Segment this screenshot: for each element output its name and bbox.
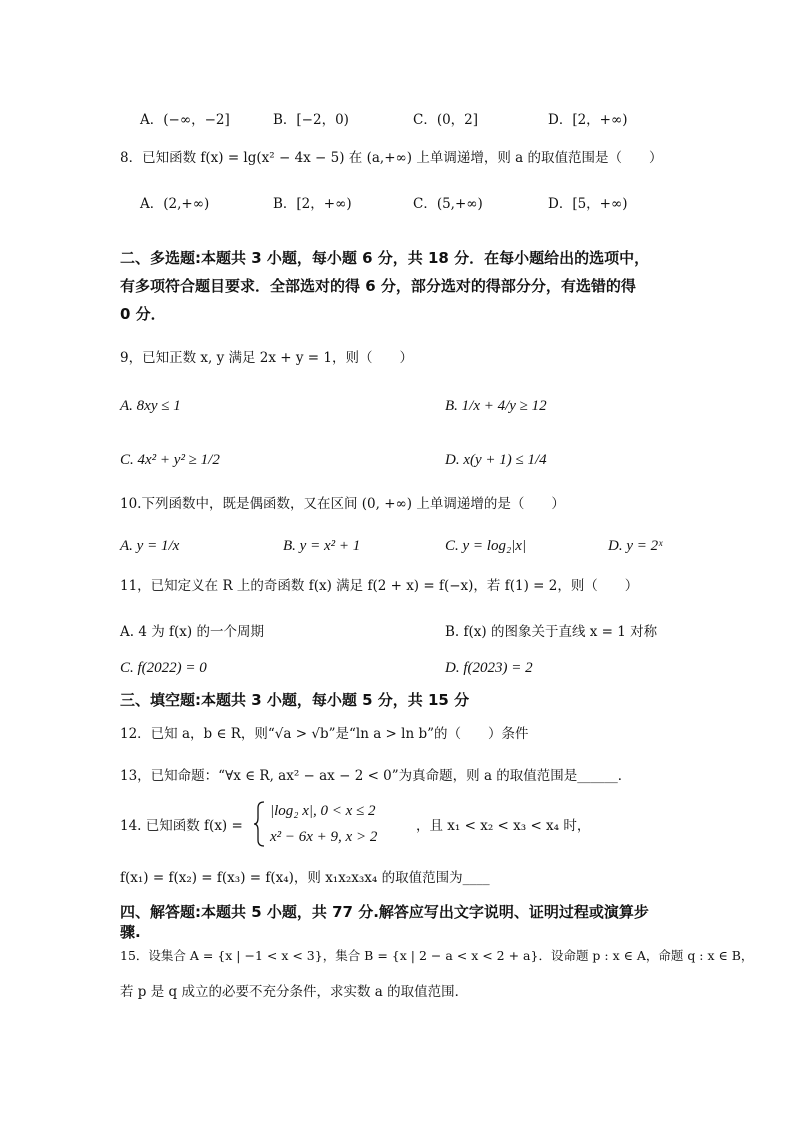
q10-option-a[interactable]: A. y = 1/x (120, 538, 180, 554)
q8-option-a[interactable]: A．(2,+∞) (140, 196, 210, 212)
q9-option-b[interactable]: B. 1/x + 4/y ≥ 12 (445, 398, 547, 414)
q9-option-a[interactable]: A. 8xy ≤ 1 (120, 398, 181, 414)
q9-option-d[interactable]: D. x(y + 1) ≤ 1/4 (445, 452, 547, 468)
q15-line2: 若 p 是 q 成立的必要不充分条件，求实数 a 的取值范围． (120, 984, 469, 1000)
q9-stem: 9，已知正数 x, y 满足 2x + y = 1，则（ ） (120, 350, 413, 366)
q9-option-c[interactable]: C. 4x² + y² ≥ 1/2 (120, 452, 220, 468)
q14-suffix: ，且 x₁ < x₂ < x₃ < x₄ 时， (416, 818, 591, 834)
q14-brace (252, 800, 268, 848)
q12-stem: 12．已知 a，b ∈ R，则“√a > √b”是“ln a > ln b”的（ ）条件 (120, 726, 529, 742)
q11-option-a[interactable]: A. 4 为 f(x) 的一个周期 (120, 624, 264, 640)
q7-option-a[interactable]: A．(−∞，−2] (140, 112, 230, 128)
section2-line1: 二、多选题:本题共 3 小题，每小题 6 分，共 18 分．在每小题给出的选项中， (120, 249, 650, 267)
q11-option-c[interactable]: C. f(2022) = 0 (120, 660, 207, 676)
section4-line1: 四、解答题:本题共 5 小题，共 77 分.解答应写出文字说明、证明过程或演算步 (120, 903, 649, 921)
q13-stem: 13，已知命题：“∀x ∈ R, ax² − ax − 2 < 0”为真命题，则 a 的取值范围是______． (120, 768, 632, 784)
q7-option-c[interactable]: C．(0，2] (413, 112, 479, 128)
q14-case2: x² − 6x + 9, x > 2 (270, 829, 378, 845)
q14-case1: |log₂ x|, 0 < x ≤ 2 (270, 803, 376, 819)
q10-option-d[interactable]: D. y = 2ˣ (608, 538, 663, 554)
section2-line2: 有多项符合题目要求．全部选对的得 6 分，部分选对的得部分分，有选错的得 (120, 277, 636, 295)
q11-stem: 11，已知定义在 R 上的奇函数 f(x) 满足 f(2 + x) = f(−x)，若 f(1) = 2，则（ ） (120, 578, 639, 594)
q15-line1: 15．设集合 A = {x | −1 < x < 3}，集合 B = {x | 2 − a < x < 2 + a}．设命题 p : x ∈ A，命题 q : x ∈ B， (120, 948, 754, 963)
section4-line2: 骤. (120, 923, 141, 941)
q7-option-d[interactable]: D．[2，+∞) (548, 112, 628, 128)
q14-line2: f(x₁) = f(x₂) = f(x₃) = f(x₄)，则 x₁x₂x₃x₄ 的取值范围为____ (120, 870, 490, 886)
q8-option-d[interactable]: D．[5，+∞) (548, 196, 628, 212)
section4-heading (120, 898, 680, 946)
section2-line3: 0 分． (120, 305, 166, 323)
left-brace-icon (252, 800, 268, 848)
q7-option-b[interactable]: B．[−2，0) (273, 112, 349, 128)
q8-stem: 8．已知函数 f(x) = lg(x² − 4x − 5) 在 (a,+∞) 上单调递增，则 a 的取值范围是（ ） (120, 150, 663, 166)
q10-stem: 10.下列函数中，既是偶函数，又在区间 (0, +∞) 上单调递增的是（ ） (120, 496, 565, 512)
q10-option-c[interactable]: C. y = log₂|x| (445, 538, 527, 554)
section2-heading (120, 244, 680, 328)
q10-option-b[interactable]: B. y = x² + 1 (283, 538, 361, 554)
q11-option-d[interactable]: D. f(2023) = 2 (445, 660, 533, 676)
q14-prefix: 14. 已知函数 f(x) = (120, 818, 243, 834)
q8-option-b[interactable]: B．[2，+∞) (273, 196, 352, 212)
q11-option-b[interactable]: B. f(x) 的图象关于直线 x = 1 对称 (445, 624, 658, 640)
section3-heading: 三、填空题:本题共 3 小题，每小题 5 分，共 15 分 (120, 691, 470, 709)
q8-option-c[interactable]: C．(5,+∞) (413, 196, 483, 212)
